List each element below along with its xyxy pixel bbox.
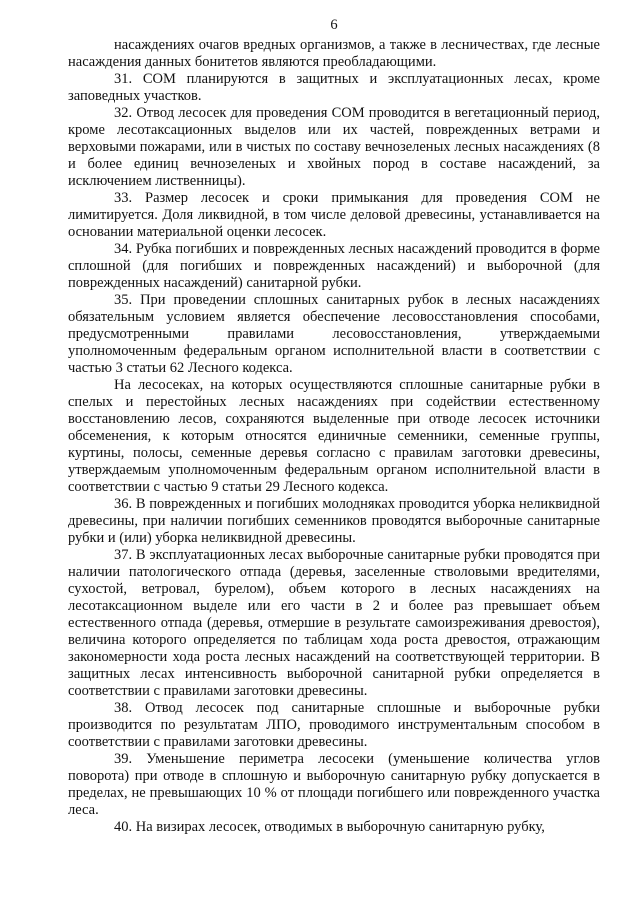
paragraph-33: 33. Размер лесосек и сроки примыкания для проведения СОМ не лимитируется. Доля ликвидной, в том числе деловой древесины, устанавливается на основании материальной оценки лесосек. <box>68 190 600 240</box>
paragraph-32: 32. Отвод лесосек для проведения СОМ проводится в вегетационный период, кроме лесотаксационных выделов или их частей, поврежденных ветрами и верховыми пожарами, или в чистых по составу вечнозеленых лесных насаждениях (8 и более единиц вечнозеленых и хвойных пород в составе насаждений, за исключением лиственницы). <box>68 105 600 189</box>
paragraph-38: 38. Отвод лесосек под санитарные сплошные и выборочные рубки производится по результатам ЛПО, проводимого инструментальным способом в соответствии с правилами заготовки древесины. <box>68 700 600 750</box>
paragraph-37: 37. В эксплуатационных лесах выборочные санитарные рубки проводятся при наличии патологического отпада (деревья, заселенные стволовыми вредителями, сухостой, ветровал, бурелом), объем которого в лесных насаждениях на лесотаксационном выделе или его части в 2 и более раз превышает объем естественного отпада (деревья, отмершие в результате самоизреживания древостоя), величина которого определяется по таблицам хода роста древостоя, отражающим закономерности хода роста лесных насаждений на соответствующей территории. В защитных лесах интенсивность выборочной санитарной рубки определяется в соответствии с правилами заготовки древесины. <box>68 547 600 699</box>
paragraph-36: 36. В поврежденных и погибших молодняках проводится уборка неликвидной древесины, при наличии погибших семенников проводятся выборочные санитарные рубки и (или) уборка неликвидной древесины. <box>68 496 600 546</box>
paragraph-34: 34. Рубка погибших и поврежденных лесных насаждений проводится в форме сплошной (для погибших и поврежденных насаждений) и выборочной (для поврежденных насаждений) санитарной рубки. <box>68 241 600 291</box>
paragraph-35-continued: На лесосеках, на которых осуществляются сплошные санитарные рубки в спелых и перестойных лесных насаждениях при содействии естественному восстановлению лесов, сохраняются выделенные при отводе лесосек источники обсеменения, к которым относятся единичные семенники, семенные группы, куртины, полосы, семенные деревья согласно с правилам заготовки древесины, утверждаемым уполномоченным федеральным органом исполнительной власти в соответствии с частью 9 статьи 29 Лесного кодекса. <box>68 377 600 495</box>
paragraph-35: 35. При проведении сплошных санитарных рубок в лесных насаждениях обязательным условием является обеспечение лесовосстановления способами, предусмотренными правилами лесовосстановления, утверждаемыми уполномоченным федеральным органом исполнительной власти в соответствии с частью 3 статьи 62 Лесного кодекса. <box>68 292 600 376</box>
paragraph-39: 39. Уменьшение периметра лесосеки (уменьшение количества углов поворота) при отводе в сплошную и выборочную санитарную рубку допускается в пределах, не превышающих 10 % от площади погибшего или поврежденного участка леса. <box>68 751 600 818</box>
page-number: 6 <box>330 17 338 33</box>
paragraph-40: 40. На визирах лесосек, отводимых в выборочную санитарную рубку, <box>114 819 545 835</box>
paragraph-31: 31. СОМ планируются в защитных и эксплуатационных лесах, кроме заповедных участков. <box>68 71 600 104</box>
paragraph-continuation: насаждениях очагов вредных организмов, а также в лесничествах, где лесные насаждения данных бонитетов являются преобладающими. <box>68 37 600 70</box>
